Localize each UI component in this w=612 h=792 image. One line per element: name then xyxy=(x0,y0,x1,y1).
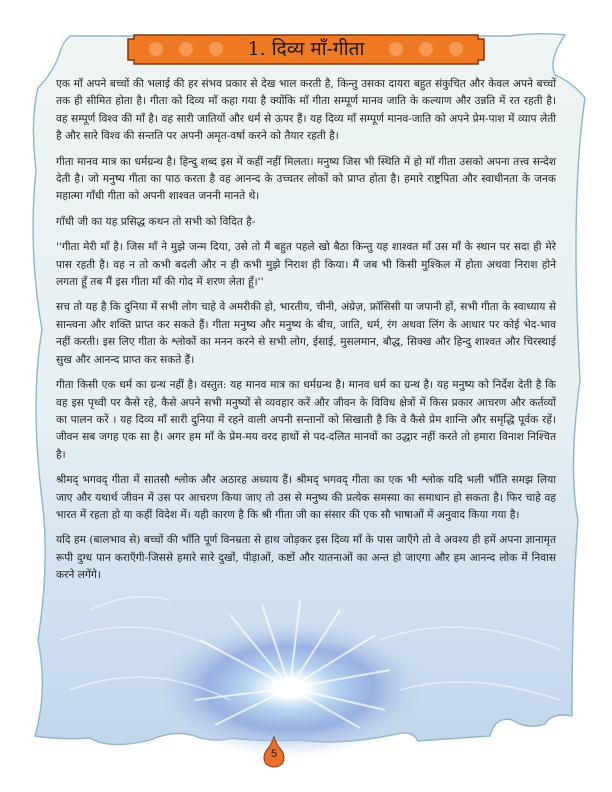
quote-paragraph: ''गीता मेरी माँ है। जिस माँ ने मुझे जन्म दिया, उसे तो मैं बहुत पहले खो बैठा किन्तु यह शाश्वत माँ उस माँ के स्थान पर सदा ही मेरे पास रहती है। वह न तो कभी बदली और न ही कभी मुझे निराश ही किया। मैं जब भी किसी मुश्किल में होता अथवा निराश होने लगता हूँ तब मैं इस गीता माँ की गोद में शरण लेता हूँ।'' xyxy=(56,241,556,289)
page-number: 5 xyxy=(270,748,278,760)
article-body xyxy=(56,76,556,593)
paragraph: गीता मानव मात्र का धर्मग्रन्थ है। हिन्दु शब्द इस में कहीं नहीं मिलता। मनुष्य जिस भी स्थिति में हो माँ गीता उसको अपना तत्त्व सन्देश देती है। जो मनुष्य गीता का पाठ करता है वह आनन्द के उच्चतर लोकों को प्राप्त होता है। हमारे राष्ट्रपिता और स्वाधीनता के जनक महात्मा गाँधी गीता को अपनी शाश्वत जननी मानते थे। xyxy=(56,155,556,203)
paragraph: गीता किसी एक धर्म का ग्रन्थ नहीं है। वस्तुत: यह मानव मात्र का धर्मग्रन्थ है। मानव धर्म का ग्रन्थ है। यह मनुष्य को निर्देश देती है कि वह इस पृथ्वी पर कैसे रहे, कैसे अपने सभी मनुष्यों से व्यवहार करें और जीवन के विविध क्षेत्रों में किस प्रकार आचरण और कर्तव्यों का पालन करें । यह दिव्य माँ सारी दुनिया में रहने वाली अपनी सन्तानों को सिखाती है कि वे कैसे प्रेम शान्ति और समृद्धि पूर्वक रहें। जीवन सब जगह एक सा है। अगर हम माँ के प्रेम-मय वरद हाथों से पद-दलित मानवों का उद्धार नहीं करते तो हमारा विनाश निश्चित है। xyxy=(56,379,556,461)
paragraph: एक माँ अपने बच्चों की भलाई की हर संभव प्रकार से देख भाल करती है, किन्तु उसका दायरा बहुत संकुचित और केवल अपने बच्चों तक ही सीमित होता है। गीता को दिव्य माँ कहा गया है क्योंकि माँ गीता सम्पूर्ण मानव जाति के कल्याण और उन्नति में रत रहती है। वह सम्पूर्ण विश्व की माँ है। वह सारी जातियों और धर्म से ऊपर हैं। यह दिव्य माँ सम्पूर्ण मानव-जाति को अपने प्रेम-पाश में व्याप लेती है और सारे विश्व की सन्तति पर अपनी अमृत-वर्षा करने को तैयार रहती है। xyxy=(56,78,556,143)
page-number-badge xyxy=(263,736,285,768)
paragraph: गाँधी जी का यह प्रसिद्ध कथन तो सभी को विदित है- xyxy=(56,215,256,228)
page-title: 1. दिव्य माँ-गीता xyxy=(247,38,365,60)
paragraph: सच तो यह है कि दुनिया में सभी लोग चाहे वे अमरीकी हो, भारतीय, चीनी, अंग्रेज़, फ्रॉसिसी या जपानी हों, सभी गीता के स्वाध्याय से सान्त्वना और शक्ति प्राप्त कर सकते हैं। गीता मनुष्य और मनुष्य के बीच, जाति, धर्म, रंग अथवा लिंग के आधार पर कोई भेद-भाव नहीं करती। इस लिए गीता के श्लोकों का मनन करने से सभी लोग, ईसाई, मुसलमान, बौद्ध, सिक्ख और हिन्दु शाश्वत और चिरस्थाई सुख और आनन्द प्राप्त कर सकते हैं। xyxy=(56,301,557,366)
paragraph: यदि हम (बालभाव से) बच्चों की भाँति पूर्ण विनम्रता से हाथ जोड़कर इस दिव्य माँ के पास जाएँगे तो वे अवश्य ही हमें अपना ज्ञानामृत रूपी दुग्ध पान कराएँगी-जिससे हमारे सारे दुखों, पीड़ाओं, कष्टों और यातनाओं का अन्त हो जाएगा और हम आनन्द लोक में निवास करने लगेंगे। xyxy=(56,534,556,582)
chapter-title-banner xyxy=(126,33,486,66)
paragraph: श्रीमद् भगवद् गीता में सातसौ श्लोक और अठारह अध्याय हैं। श्रीमद् भगवद् गीता का एक भी श्लोक यदि भली भाँति समझ लिया जाए और यथार्थ जीवन में उस पर आचरण किया जाए तो उस से मनुष्य की प्रत्येक समस्या का समाधान हो सकता है। फिर चाहे वह भारत में रहता हो या कहीं विदेश में। यही कारण है कि श्री गीता जी का संसार की एक सौ भाषाओं में अनुवाद किया गया है। xyxy=(56,474,556,521)
